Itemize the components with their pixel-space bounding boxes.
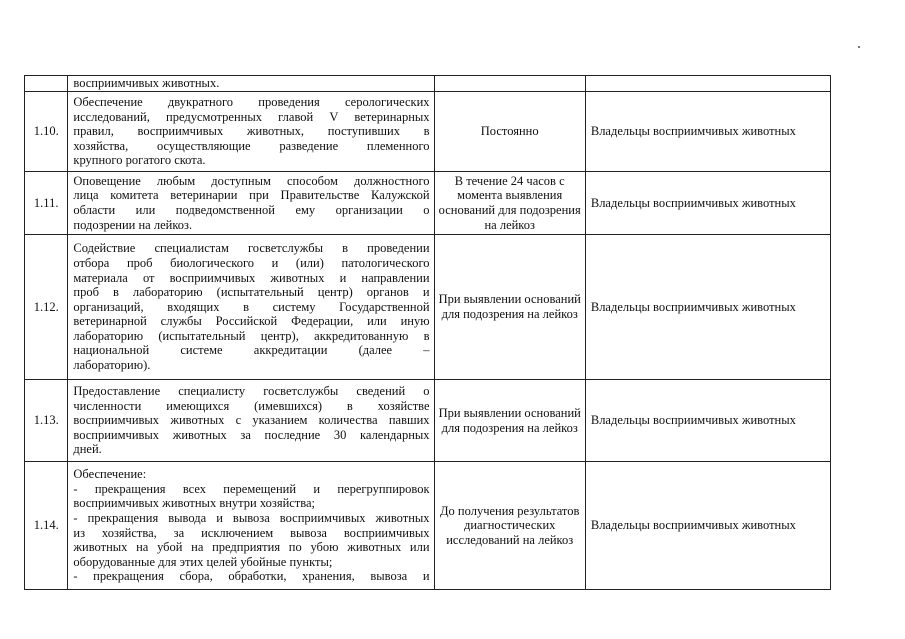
description-line: восприимчивых животных. (73, 76, 220, 91)
responsible-cell: Владельцы восприимчивых животных (585, 172, 830, 235)
description-line: восприимчивых животных за последние 30 календарных (73, 427, 430, 442)
description-line: - прекращения сбора, обработки, хранения, вывоза и (73, 569, 430, 584)
description-line: Оповещение любым доступным способом должностного (73, 173, 430, 188)
deadline-cell: Постоянно (434, 92, 585, 172)
description-line: национальной системе аккредитации (далее – (73, 343, 430, 358)
description-line: области или подведомственной ему организации о (73, 203, 430, 217)
description-line: Предоставление специалисту госветслужбы сведений о (73, 384, 430, 399)
description-line: крупного рогатого скота. (73, 153, 206, 168)
measure-description (68, 235, 434, 380)
measures-table (24, 75, 831, 590)
description-line: лабораторию (испытательный центр), аккредитованную в (73, 328, 430, 343)
deadline-cell (434, 76, 585, 92)
description-line: исследований, предусмотренных главой V ветеринарных (73, 109, 430, 124)
deadline-cell: В течение 24 часов с момента выявления оснований для подозрения на лейкоз (434, 172, 585, 235)
description-line: ветеринарной службы Российской Федерации, или иную (73, 314, 430, 329)
description-line: отбора проб биологического и (или) патологического (73, 255, 430, 270)
measure-description (68, 462, 434, 590)
table-row (25, 380, 831, 462)
responsible-cell: Владельцы восприимчивых животных (585, 235, 830, 380)
description-line: проб в лабораторию (испытательный центр) органов и (73, 285, 430, 300)
measure-description (68, 76, 434, 92)
deadline-cell: До получения результатов диагностических исследований на лейкоз (434, 462, 585, 590)
row-number: 1.11. (25, 172, 68, 235)
description-line: численности имеющихся (имевшихся) в хозяйстве (73, 398, 430, 413)
responsible-cell: Владельцы восприимчивых животных (585, 380, 830, 462)
description-line: восприимчивых животных внутри хозяйства; (73, 496, 316, 511)
description-line: дней. (73, 442, 102, 457)
row-number: 1.13. (25, 380, 68, 462)
deadline-cell: При выявлении оснований для подозрения на лейкоз (434, 380, 585, 462)
page-speck (858, 46, 860, 48)
measure-description (68, 92, 434, 172)
description-line: Содействие специалистам госветслужбы в проведении (73, 241, 430, 256)
row-number: 1.14. (25, 462, 68, 590)
measure-description (68, 172, 434, 235)
responsible-cell: Владельцы восприимчивых животных (585, 462, 830, 590)
measure-description (68, 380, 434, 462)
row-number: 1.10. (25, 92, 68, 172)
row-number (25, 76, 68, 92)
table-row (25, 235, 831, 380)
table-row (25, 462, 831, 590)
description-line: животных на убой на предприятия по убою животных или (73, 540, 430, 555)
description-line: оборудованные для этих целей убойные пункты; (73, 554, 333, 569)
description-line: правил, восприимчивых животных, поступивших в (73, 124, 430, 139)
description-line: организаций, входящих в систему Государственной (73, 299, 430, 314)
table-row (25, 76, 831, 92)
deadline-cell: При выявлении оснований для подозрения на лейкоз (434, 235, 585, 380)
description-line: - прекращения всех перемещений и перегруппировок (73, 481, 430, 496)
responsible-cell (585, 76, 830, 92)
table-row (25, 172, 831, 235)
description-line: Обеспечение: (73, 467, 147, 482)
description-line: Обеспечение двукратного проведения серологических (73, 95, 430, 110)
description-line: из хозяйства, за исключением вывоза восприимчивых (73, 525, 430, 540)
description-line: материала от восприимчивых животных и направлении (73, 270, 430, 285)
description-line: лица комитета ветеринарии при Правительстве Калужской (73, 188, 430, 203)
table-row (25, 92, 831, 172)
description-line: подозрении на лейкоз. (73, 217, 193, 232)
description-line: восприимчивых животных с указанием количества павших (73, 413, 430, 428)
description-line: хозяйства, осуществляющие разведение племенного (73, 138, 430, 153)
description-line: лабораторию). (73, 358, 151, 373)
row-number: 1.12. (25, 235, 68, 380)
responsible-cell: Владельцы восприимчивых животных (585, 92, 830, 172)
description-line: - прекращения вывода и вывоза восприимчивых животных (73, 510, 430, 525)
